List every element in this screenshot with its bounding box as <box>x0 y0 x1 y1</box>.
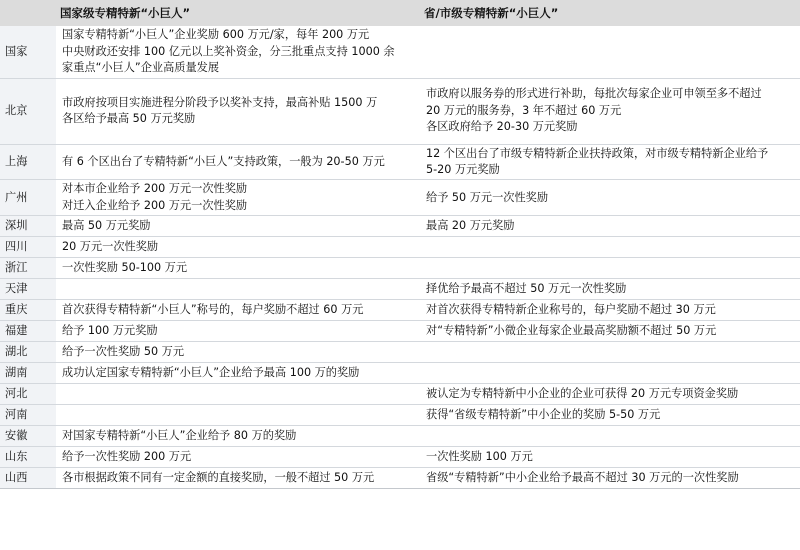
table-row <box>0 144 800 180</box>
national-policy-cell <box>56 78 420 144</box>
national-policy-line: 有 6 个区出台了专精特新“小巨人”支持政策，一般为 20-50 万元 <box>62 154 385 168</box>
national-policy-cell <box>56 144 420 180</box>
national-policy-cell <box>56 405 420 426</box>
table-row <box>0 180 800 216</box>
national-policy-cell <box>56 447 420 468</box>
national-policy-line: 给予 100 万元奖励 <box>62 324 158 338</box>
region-cell: 河南 <box>0 405 56 426</box>
national-policy-line: 给予一次性奖励 50 万元 <box>62 345 185 359</box>
national-policy-line: 各市根据政策不同有一定金额的直接奖励，一般不超过 50 万元 <box>62 471 375 485</box>
region-cell: 天津 <box>0 279 56 300</box>
region-cell: 深圳 <box>0 216 56 237</box>
provincial-policy-cell <box>420 405 800 426</box>
table-row <box>0 321 800 342</box>
provincial-policy-cell <box>420 180 800 216</box>
national-policy-cell <box>56 363 420 384</box>
region-cell: 重庆 <box>0 300 56 321</box>
provincial-policy-cell <box>420 468 800 489</box>
provincial-policy-line: 给予 50 万元一次性奖励 <box>426 190 549 204</box>
national-policy-line: 对迁入企业给予 200 万元一次性奖励 <box>62 198 248 212</box>
region-cell: 河北 <box>0 384 56 405</box>
national-policy-cell <box>56 237 420 258</box>
header-national: 国家级专精特新“小巨人” <box>56 0 420 26</box>
table-row <box>0 300 800 321</box>
national-policy-cell <box>56 468 420 489</box>
table-row <box>0 363 800 384</box>
national-policy-line: 最高 50 万元奖励 <box>62 219 151 233</box>
provincial-policy-line: 对首次获得专精特新企业称号的，每户奖励不超过 30 万元 <box>426 303 716 317</box>
provincial-policy-line: 20 万元的服务券，3 年不超过 60 万元 <box>426 103 622 117</box>
table-body <box>0 26 800 489</box>
region-cell: 安徽 <box>0 426 56 447</box>
provincial-policy-cell <box>420 258 800 279</box>
national-policy-line: 给予一次性奖励 200 万元 <box>62 450 192 464</box>
national-policy-cell <box>56 384 420 405</box>
provincial-policy-line: 5-20 万元奖励 <box>426 162 500 176</box>
provincial-policy-line: 对“专精特新”小微企业每家企业最高奖励额不超过 50 万元 <box>426 324 717 338</box>
table-row <box>0 216 800 237</box>
provincial-policy-cell <box>420 426 800 447</box>
provincial-policy-line: 最高 20 万元奖励 <box>426 219 515 233</box>
region-cell: 四川 <box>0 237 56 258</box>
provincial-policy-cell <box>420 363 800 384</box>
header-row <box>0 0 800 26</box>
region-cell: 北京 <box>0 78 56 144</box>
national-policy-line: 首次获得专精特新“小巨人”称号的，每户奖励不超过 60 万元 <box>62 303 364 317</box>
header-provincial: 省/市级专精特新“小巨人” <box>420 0 800 26</box>
provincial-policy-line: 省级“专精特新”中小企业给予最高不超过 30 万元的一次性奖励 <box>426 471 739 485</box>
provincial-policy-cell <box>420 144 800 180</box>
national-policy-line: 一次性奖励 50-100 万元 <box>62 261 188 275</box>
region-cell: 山东 <box>0 447 56 468</box>
national-policy-cell <box>56 426 420 447</box>
table-row <box>0 279 800 300</box>
table-row <box>0 26 800 78</box>
region-cell: 福建 <box>0 321 56 342</box>
table-row <box>0 384 800 405</box>
table-row <box>0 237 800 258</box>
national-policy-cell <box>56 279 420 300</box>
national-policy-cell <box>56 258 420 279</box>
provincial-policy-line: 择优给予最高不超过 50 万元一次性奖励 <box>426 282 627 296</box>
table-row <box>0 258 800 279</box>
national-policy-line: 各区给予最高 50 万元奖励 <box>62 112 196 125</box>
provincial-policy-cell <box>420 26 800 78</box>
provincial-policy-cell <box>420 300 800 321</box>
national-policy-cell <box>56 180 420 216</box>
national-policy-line: 国家专精特新“小巨人”企业奖励 600 万元/家，每年 200 万元 <box>62 28 370 42</box>
table-row <box>0 342 800 363</box>
provincial-policy-cell <box>420 384 800 405</box>
provincial-policy-line: 市政府以服务券的形式进行补助，每批次每家企业可申领至多不超过 <box>426 87 762 101</box>
national-policy-line: 家重点“小巨人”企业高质量发展 <box>62 60 220 74</box>
provincial-policy-cell <box>420 279 800 300</box>
table-row <box>0 405 800 426</box>
national-policy-cell <box>56 300 420 321</box>
provincial-policy-cell <box>420 216 800 237</box>
header-region <box>0 0 56 26</box>
provincial-policy-line: 12 个区出台了市级专精特新企业扶持政策，对市级专精特新企业给予 <box>426 146 769 160</box>
provincial-policy-line: 被认定为专精特新中小企业的企业可获得 20 万元专项资金奖励 <box>426 387 739 401</box>
national-policy-line: 市政府按项目实施进程分阶段予以奖补支持，最高补贴 1500 万 <box>62 95 378 109</box>
region-cell: 湖南 <box>0 363 56 384</box>
national-policy-cell <box>56 26 420 78</box>
national-policy-cell <box>56 216 420 237</box>
table-row <box>0 468 800 489</box>
region-cell: 浙江 <box>0 258 56 279</box>
provincial-policy-line: 一次性奖励 100 万元 <box>426 450 533 464</box>
region-cell: 国家 <box>0 26 56 78</box>
national-policy-line: 中央财政还安排 100 亿元以上奖补资金，分三批重点支持 1000 余 <box>62 44 395 58</box>
national-policy-line: 对国家专精特新“小巨人”企业给予 80 万的奖励 <box>62 429 297 443</box>
provincial-policy-cell <box>420 237 800 258</box>
national-policy-cell <box>56 342 420 363</box>
table-row <box>0 78 800 144</box>
provincial-policy-cell <box>420 447 800 468</box>
provincial-policy-line: 各区政府给予 20-30 万元奖励 <box>426 120 578 134</box>
region-cell: 山西 <box>0 468 56 489</box>
region-cell: 湖北 <box>0 342 56 363</box>
table-row <box>0 447 800 468</box>
national-policy-line: 20 万元一次性奖励 <box>62 240 159 254</box>
provincial-policy-cell <box>420 321 800 342</box>
region-cell: 上海 <box>0 144 56 180</box>
national-policy-line: 对本市企业给予 200 万元一次性奖励 <box>62 182 248 196</box>
national-policy-line: 成功认定国家专精特新“小巨人”企业给予最高 100 万的奖励 <box>62 366 360 380</box>
provincial-policy-cell <box>420 342 800 363</box>
national-policy-cell <box>56 321 420 342</box>
provincial-policy-line: 获得“省级专精特新”中小企业的奖励 5-50 万元 <box>426 408 661 422</box>
table-row <box>0 426 800 447</box>
region-cell: 广州 <box>0 180 56 216</box>
provincial-policy-cell <box>420 78 800 144</box>
